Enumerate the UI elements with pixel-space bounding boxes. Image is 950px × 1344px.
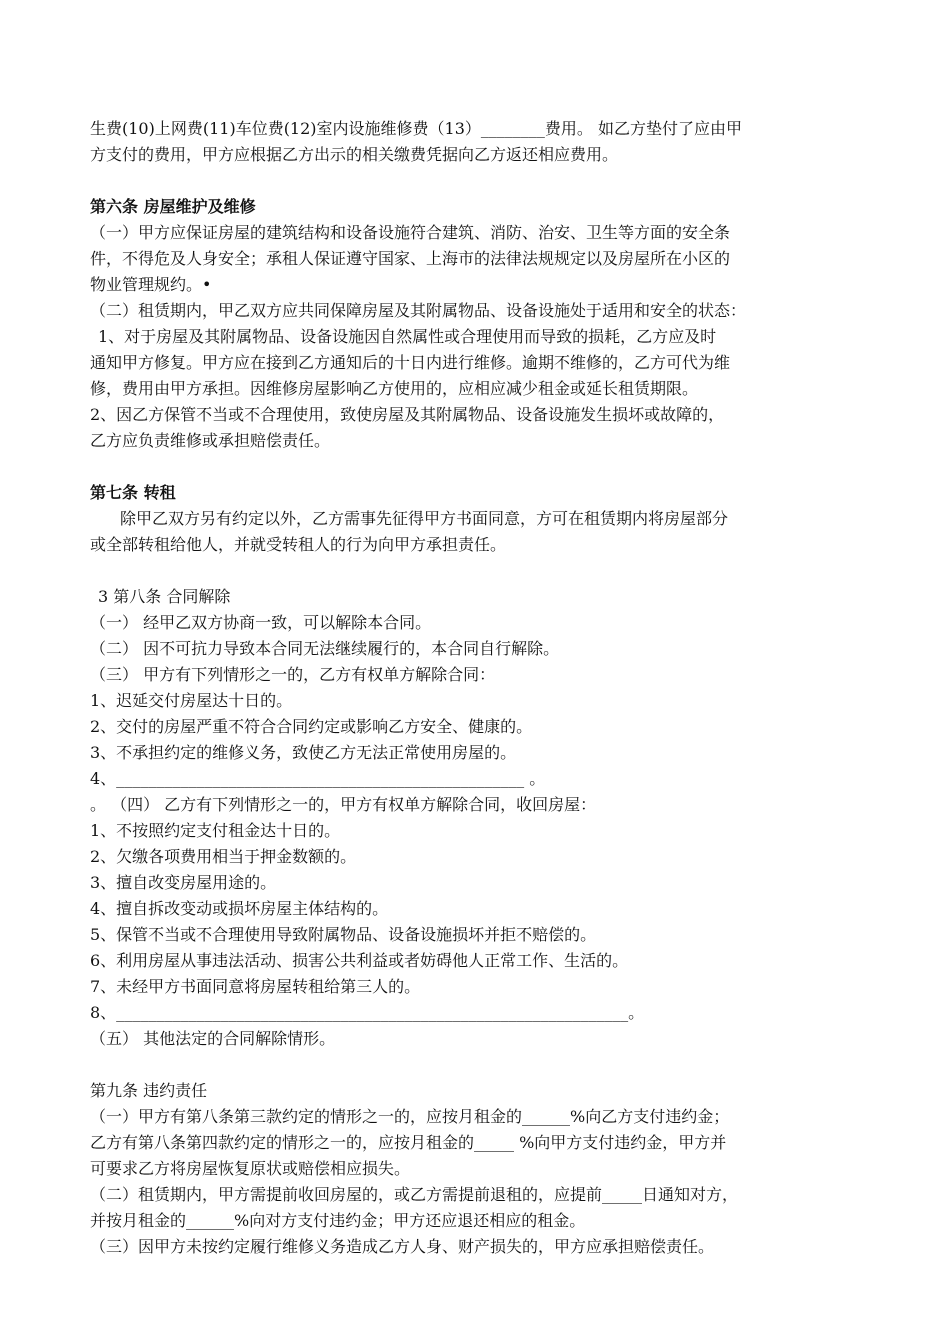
section-heading-6: 第六条 房屋维护及维修 [90,197,256,216]
document-page [90,116,870,1260]
text-line: 乙方有第八条第四款约定的情形之一的，应按月租金的_____ %向甲方支付违约金，甲方并 [90,1133,727,1152]
text-line: 或全部转租给他人，并就受转租人的行为向甲方承担责任。 [90,535,507,554]
spacer [90,168,870,194]
spacer [90,558,870,584]
list-item: 8、________________________________________________________________。 [90,1003,645,1022]
text-line: 。 （四） 乙方有下列情形之一的，甲方有权单方解除合同，收回房屋： [90,795,597,814]
list-item: 6、利用房屋从事违法活动、损害公共利益或者妨碍他人正常工作、生活的。 [90,951,629,970]
spacer [90,454,870,480]
text-line: （一）甲方应保证房屋的建筑结构和设备设施符合建筑、消防、治安、卫生等方面的安全条 [90,223,731,242]
spacer [90,1052,870,1078]
text-line: 方支付的费用，甲方应根据乙方出示的相关缴费凭据向乙方返还相应费用。 [90,145,619,164]
list-item: 2、交付的房屋严重不符合合同约定或影响乙方安全、健康的。 [90,717,533,736]
section-heading-9: 第九条 违约责任 [90,1081,208,1100]
text-line: 修，费用由甲方承担。因维修房屋影响乙方使用的，应相应减少租金或延长租赁期限。 [90,379,699,398]
text-line: 生费(10)上网费(11)车位费(12)室内设施维修费（13）________费用。 如乙方垫付了应由甲 [90,119,742,138]
text-line: 并按月租金的______%向对方支付违约金；甲方还应退还相应的租金。 [90,1211,586,1230]
list-item: 3、不承担约定的维修义务，致使乙方无法正常使用房屋的。 [90,743,517,762]
text-line: （五） 其他法定的合同解除情形。 [90,1029,336,1048]
list-item: 7、未经甲方书面同意将房屋转租给第三人的。 [90,977,421,996]
text-line: 2、因乙方保管不当或不合理使用，致使房屋及其附属物品、设备设施发生损坏或故障的， [90,405,725,424]
text-line: （三）因甲方未按约定履行维修义务造成乙方人身、财产损失的，甲方应承担赔偿责任。 [90,1237,715,1256]
list-item: 1、迟延交付房屋达十日的。 [90,691,293,710]
text-line: （二）租赁期内，甲方需提前收回房屋的，或乙方需提前退租的，应提前_____日通知对方， [90,1185,739,1204]
list-item: 3、擅自改变房屋用途的。 [90,873,277,892]
text-line: （一）甲方有第八条第三款约定的情形之一的，应按月租金的______%向乙方支付违约金； [90,1107,730,1126]
text-line: （二） 因不可抗力导致本合同无法继续履行的，本合同自行解除。 [90,639,560,658]
text-line: （二）租赁期内，甲乙双方应共同保障房屋及其附属物品、设备设施处于适用和安全的状态： [90,301,747,320]
text-line: 通知甲方修复。甲方应在接到乙方通知后的十日内进行维修。逾期不维修的，乙方可代为维 [90,353,731,372]
text-line: 除甲乙双方另有约定以外，乙方需事先征得甲方书面同意，方可在租赁期内将房屋部分 [120,509,729,528]
text-line: 件，不得危及人身安全；承租人保证遵守国家、上海市的法律法规规定以及房屋所在小区的 [90,249,731,268]
list-item: 5、保管不当或不合理使用导致附属物品、设备设施损坏并拒不赔偿的。 [90,925,597,944]
list-item: 4、___________________________________________________ 。 [90,769,546,788]
section-heading-7: 第七条 转租 [90,483,176,502]
text-line: 物业管理规约。• [90,275,212,294]
section-heading-8: 3 第八条 合同解除 [98,587,231,606]
list-item: 1、不按照约定支付租金达十日的。 [90,821,341,840]
text-line: （一） 经甲乙双方协商一致，可以解除本合同。 [90,613,432,632]
text-line: 乙方应负责维修或承担赔偿责任。 [90,431,331,450]
text-line: 可要求乙方将房屋恢复原状或赔偿相应损失。 [90,1159,411,1178]
list-item: 2、欠缴各项费用相当于押金数额的。 [90,847,357,866]
text-line: 1、对于房屋及其附属物品、设备设施因自然属性或合理使用而导致的损耗，乙方应及时 [98,327,717,346]
text-line: （三） 甲方有下列情形之一的，乙方有权单方解除合同： [90,665,496,684]
list-item: 4、擅自拆改变动或损坏房屋主体结构的。 [90,899,389,918]
